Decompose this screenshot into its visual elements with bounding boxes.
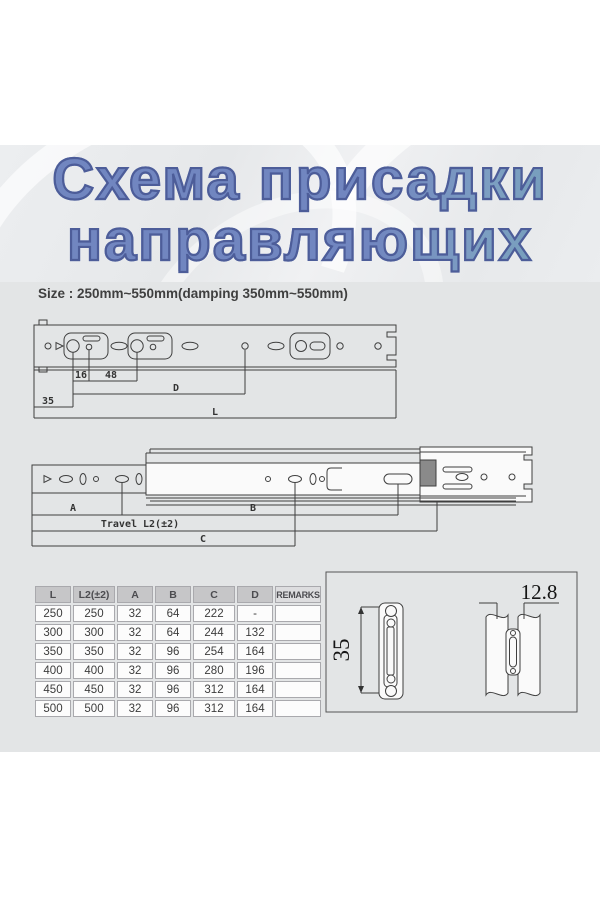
table-cell: 32 (117, 700, 153, 717)
spec-table (33, 584, 323, 719)
section-width-label: 12.8 (520, 580, 558, 604)
table-row (35, 624, 321, 641)
table-cell: 300 (73, 624, 115, 641)
table-cell: 164 (237, 700, 273, 717)
table-cell: 32 (117, 643, 153, 660)
dimension-label-d: D (173, 383, 180, 394)
dimension-label-48: 48 (105, 370, 118, 381)
table-cell: 312 (193, 681, 235, 698)
dimension-label-b: B (250, 503, 257, 514)
page-title (0, 149, 600, 271)
table-row (35, 605, 321, 622)
table-cell: 280 (193, 662, 235, 679)
size-note: Size : 250mm~550mm(damping 350mm~550mm) (38, 286, 348, 301)
table-cell (275, 662, 321, 679)
table-cell: 32 (117, 605, 153, 622)
table-cell: 250 (73, 605, 115, 622)
dimension-label-l: L (212, 407, 219, 418)
table-cell: 400 (35, 662, 71, 679)
table-header-cell: B (155, 586, 191, 603)
slide-extended-drawing (28, 443, 538, 558)
table-header-cell: L (35, 586, 71, 603)
table-cell: 222 (193, 605, 235, 622)
table-cell (275, 624, 321, 641)
table-cell: 32 (117, 681, 153, 698)
table-cell: 244 (193, 624, 235, 641)
table-cell (275, 700, 321, 717)
table-header-cell: C (193, 586, 235, 603)
table-row (35, 662, 321, 679)
table-cell: 312 (193, 700, 235, 717)
table-cell: 96 (155, 700, 191, 717)
table-cell: 96 (155, 643, 191, 660)
table-row (35, 700, 321, 717)
dimension-label-c: C (200, 534, 207, 545)
table-cell: 96 (155, 662, 191, 679)
dimension-label-travel: Travel L2(±2) (100, 519, 180, 530)
table-cell: 196 (237, 662, 273, 679)
title-band (0, 145, 600, 283)
table-cell: 350 (73, 643, 115, 660)
table-cell: 500 (73, 700, 115, 717)
table-cell: 164 (237, 681, 273, 698)
table-cell: 164 (237, 643, 273, 660)
table-header-cell: L2(±2) (73, 586, 115, 603)
table-cell: 300 (35, 624, 71, 641)
table-cell: 400 (73, 662, 115, 679)
table-cell: 32 (117, 662, 153, 679)
table-cell (275, 681, 321, 698)
slide-closed-drawing (28, 317, 408, 423)
dimension-label-a: A (70, 503, 77, 514)
table-cell: 64 (155, 605, 191, 622)
table-cell: 132 (237, 624, 273, 641)
table-cell: 450 (73, 681, 115, 698)
table-cell: 32 (117, 624, 153, 641)
section-height-label: 35 (329, 638, 354, 662)
dimension-label-16: 16 (75, 370, 88, 381)
page-title-line2: направляющих (67, 208, 533, 273)
dimension-label-35: 35 (42, 396, 55, 407)
table-cell: 64 (155, 624, 191, 641)
table-cell: 96 (155, 681, 191, 698)
table-header-cell: REMARKS (275, 586, 321, 603)
table-cell: 350 (35, 643, 71, 660)
page-title-line1: Схема присадки (52, 147, 548, 212)
table-cell (275, 605, 321, 622)
table-cell: 254 (193, 643, 235, 660)
table-row (35, 681, 321, 698)
table-cell: 250 (35, 605, 71, 622)
table-cell: 450 (35, 681, 71, 698)
table-header-cell: A (117, 586, 153, 603)
table-header-cell: D (237, 586, 273, 603)
table-cell: 500 (35, 700, 71, 717)
table-row (35, 643, 321, 660)
table-cell (275, 643, 321, 660)
cross-section-box (325, 571, 578, 713)
table-cell: - (237, 605, 273, 622)
